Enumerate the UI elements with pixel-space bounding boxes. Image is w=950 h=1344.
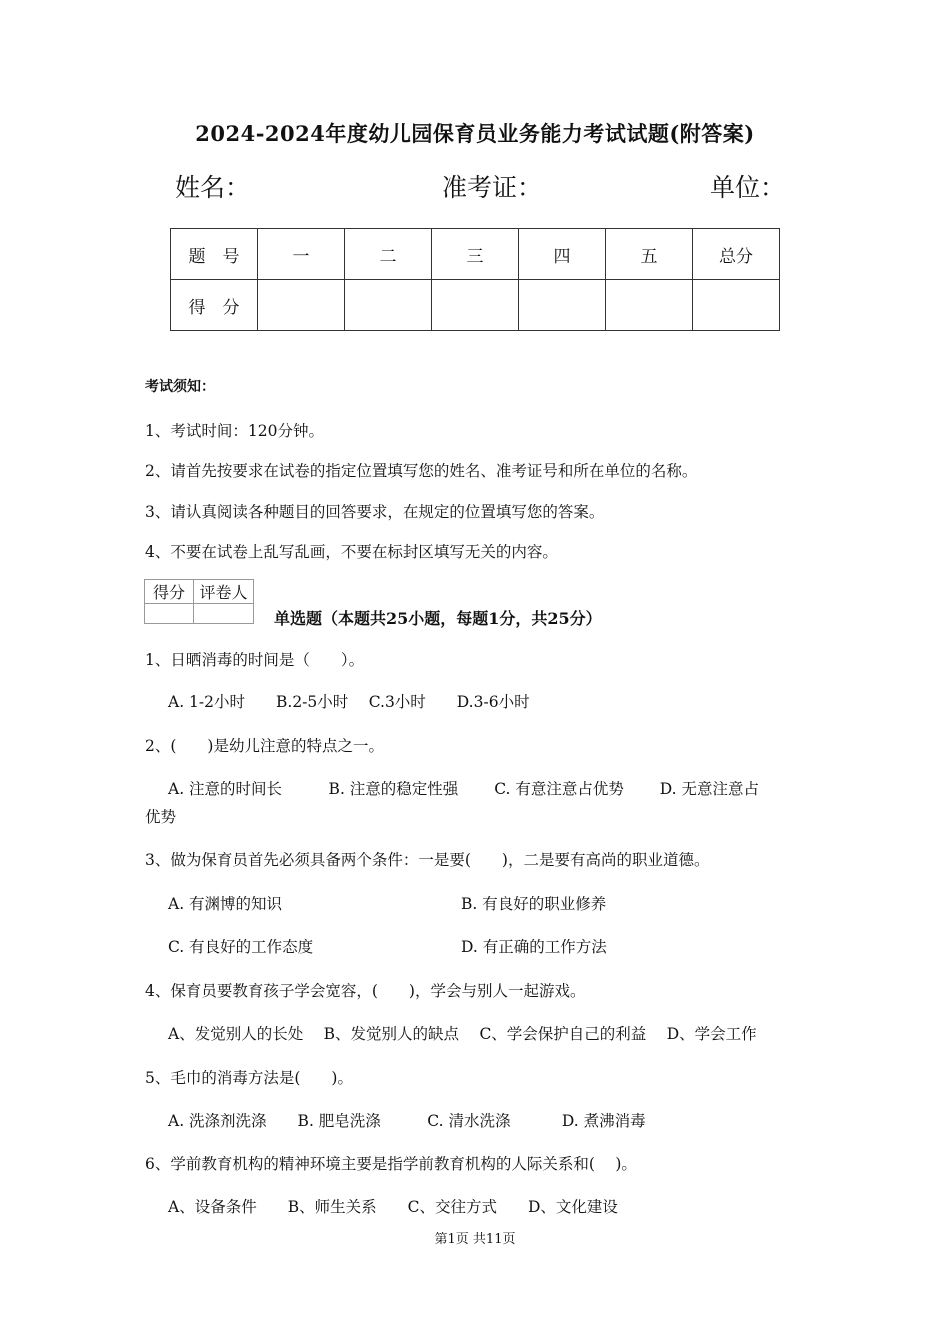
score-header-cell: 四 — [519, 229, 606, 280]
score-header-cell: 五 — [606, 229, 693, 280]
score-cell[interactable] — [606, 280, 693, 331]
score-cell[interactable] — [519, 280, 606, 331]
score-header-cell: 二 — [345, 229, 432, 280]
section-title: 单选题（本题共25小题，每题1分，共25分） — [274, 609, 602, 628]
grader-score-label: 得分 — [145, 580, 194, 604]
notice-item: 4、不要在试卷上乱写乱画，不要在标封区填写无关的内容。 — [145, 543, 558, 561]
score-table-header-row — [171, 229, 780, 280]
question-3-option-b: B. 有良好的职业修养 — [461, 895, 607, 913]
grader-score-cell[interactable] — [145, 604, 194, 624]
notice-item: 1、考试时间：120分钟。 — [145, 422, 324, 440]
score-header-cell: 一 — [258, 229, 345, 280]
notice-heading: 考试须知： — [145, 379, 215, 395]
question-3-stem: 3、做为保育员首先必须具备两个条件：一是要( )，二是要有高尚的职业道德。 — [145, 851, 710, 869]
page-footer: 第1页 共11页 — [434, 1232, 516, 1247]
question-1-options: A. 1-2小时 B.2-5小时 C.3小时 D.3-6小时 — [168, 693, 530, 711]
question-6-stem: 6、学前教育机构的精神环境主要是指学前教育机构的人际关系和( )。 — [145, 1155, 637, 1173]
question-2-stem: 2、( )是幼儿注意的特点之一。 — [145, 737, 384, 755]
unit-label: 单位： — [710, 173, 786, 202]
question-2-options: A. 注意的时间长 B. 注意的稳定性强 C. 有意注意占优势 D. 无意注意占 — [168, 780, 760, 798]
score-cell[interactable] — [693, 280, 780, 331]
notice-item: 3、请认真阅读各种题目的回答要求，在规定的位置填写您的答案。 — [145, 503, 605, 521]
question-3-option-c: C. 有良好的工作态度 — [168, 938, 314, 956]
name-label: 姓名： — [175, 173, 251, 202]
score-cell[interactable] — [258, 280, 345, 331]
score-cell[interactable] — [432, 280, 519, 331]
question-1-stem: 1、日晒消毒的时间是（ ）。 — [145, 651, 365, 669]
question-6-options: A、设备条件 B、师生关系 C、交往方式 D、文化建设 — [168, 1198, 618, 1216]
notice-item: 2、请首先按要求在试卷的指定位置填写您的姓名、准考证号和所在单位的名称。 — [145, 462, 698, 480]
score-table — [170, 228, 780, 331]
grader-name-label: 评卷人 — [194, 580, 254, 604]
question-3-option-d: D. 有正确的工作方法 — [461, 938, 607, 956]
score-row-label: 得 分 — [171, 280, 258, 331]
score-table-score-row — [171, 280, 780, 331]
score-cell[interactable] — [345, 280, 432, 331]
question-2-options-cont: 优势 — [145, 808, 177, 826]
document-title: 2024-2024年度幼儿园保育员业务能力考试试题(附答案) — [195, 121, 755, 146]
question-3-option-a: A. 有渊博的知识 — [168, 895, 283, 913]
question-4-options: A、发觉别人的长处 B、发觉别人的缺点 C、学会保护自己的利益 D、学会工作 — [168, 1025, 757, 1043]
question-4-stem: 4、保育员要教育孩子学会宽容，( )，学会与别人一起游戏。 — [145, 982, 586, 1000]
grader-name-cell[interactable] — [194, 604, 254, 624]
exam-id-label: 准考证： — [442, 173, 543, 202]
grader-table — [144, 579, 254, 624]
score-header-cell: 题 号 — [171, 229, 258, 280]
question-5-options: A. 洗涤剂洗涤 B. 肥皂洗涤 C. 清水洗涤 D. 煮沸消毒 — [168, 1112, 646, 1130]
score-header-cell: 总分 — [693, 229, 780, 280]
question-5-stem: 5、毛巾的消毒方法是( )。 — [145, 1069, 353, 1087]
score-header-cell: 三 — [432, 229, 519, 280]
